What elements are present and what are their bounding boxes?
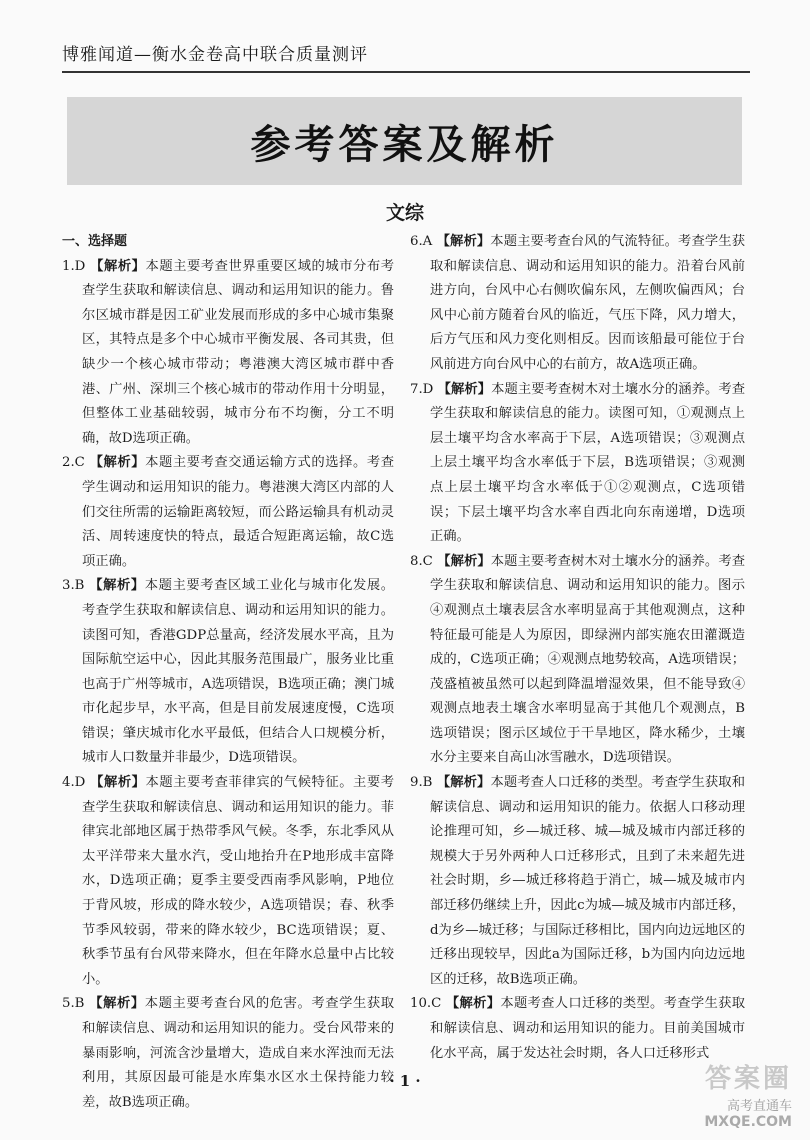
answer-item bbox=[410, 550, 745, 771]
analysis-tag: 【解析】 bbox=[436, 775, 491, 791]
answer-number: 1.D bbox=[62, 258, 86, 274]
analysis-tag: 【解析】 bbox=[445, 996, 501, 1012]
answer-explanation: 本题主要考查台风的气流特征。考查学生获取和解读信息、调动和运用知识的能力。沿着台风前进方向，台风中心右侧吹偏东风，左侧吹偏西风；台风中心前方随着台风的临近，气压下降，风力增大，后方气压和风力变化则相反。因而该船最可能位于台风前进方向台风中心的右前方，故A选项正确。 bbox=[430, 234, 746, 372]
analysis-tag: 【解析】 bbox=[89, 455, 146, 471]
watermark-logo: 答案圈 bbox=[704, 1064, 792, 1094]
answer-explanation: 本题主要考查交通运输方式的选择。考查学生调动和运用知识的能力。粤港澳大湾区内部的人们交往所需的运输距离较短，而公路运输具有机动灵活、周转速度快的特点，最适合短距离运输，故C选项正确。 bbox=[82, 455, 395, 569]
watermark bbox=[704, 1058, 792, 1130]
watermark-url: MXQE.COM bbox=[704, 1114, 792, 1130]
answer-item bbox=[62, 771, 394, 992]
watermark-site: 高考直通车 bbox=[726, 1099, 792, 1114]
answer-number: 8.C bbox=[410, 553, 433, 569]
page-number: · 1 · bbox=[389, 1072, 421, 1090]
answer-explanation: 本题考查人口迁移的类型。考查学生获取和解读信息、调动和运用知识的能力。目前美国城市化水平高，属于发达社会时期，各人口迁移形式 bbox=[430, 996, 746, 1061]
answer-list-right bbox=[410, 230, 745, 1066]
answer-number: 4.D bbox=[62, 775, 86, 791]
right-column bbox=[410, 230, 745, 1066]
answer-item bbox=[410, 378, 745, 550]
answer-explanation: 本题主要考查菲律宾的气候特征。主要考查学生获取和解读信息、调动和运用知识的能力。菲律宾北部地区属于热带季风气候。冬季，东北季风从太平洋带来大量水汽，受山地抬升在P地形成丰富降水，D选项正确；夏季主要受西南季风影响，P地位于背风坡，形成的降水较少，A选项错误；春、秋季节季风较弱，带来的降水较少，BC选项错误；夏、秋季节虽有台风带来降水，但在年降水总量中占比较小。 bbox=[82, 775, 395, 987]
answer-explanation: 本题主要考查区域工业化与城市化发展。考查学生获取和解读信息、调动和运用知识的能力。读图可知，香港GDP总量高，经济发展水平高，且为国际航空运中心，因此其服务范围最广，服务业比重也高于广州等城市，A选项错误，B选项正确；澳门城市化起步早，水平高，但是目前发展速度慢，C选项错误；肇庆城市化水平最低，但结合人口规模分析，城市人口数量并非最少，D选项错误。 bbox=[82, 578, 395, 766]
answer-explanation: 本题主要考查台风的危害。考查学生获取和解读信息、调动和运用知识的能力。受台风带来的暴雨影响，河流含沙量增大，造成自来水浑浊而无法利用，其原因最可能是水库集水区水土保持能力较差，故B选项正确。 bbox=[82, 996, 395, 1110]
answer-explanation: 本题主要考查世界重要区域的城市分布考查学生获取和解读信息、调动和运用知识的能力。鲁尔区城市群是因工矿业发展而形成的多中心城市集聚区，其特点是多个中心城市平衡发展、各司其贵，但缺少一个核心城市带动；粤港澳大湾区城市群中香港、广州、深圳三个核心城市的带动作用十分明显，但整体工业基础较弱，城市分布不均衡，分工不明确，故D选项正确。 bbox=[82, 258, 395, 446]
page-title: 参考答案及解析 bbox=[250, 121, 559, 168]
answer-number: 5.B bbox=[62, 996, 85, 1012]
answer-number: 10.C bbox=[410, 996, 442, 1012]
analysis-tag: 【解析】 bbox=[89, 578, 145, 594]
answer-item bbox=[62, 992, 394, 1115]
analysis-tag: 【解析】 bbox=[437, 381, 492, 397]
answer-number: 9.B bbox=[410, 775, 433, 791]
answer-explanation: 本题主要考查树木对土壤水分的涵养。考查学生获取和解读信息、调动和运用知识的能力。图示④观测点土壤表层含水率明显高于其他观测点，这种特征最可能是人为原因，即绿洲内部实施农田灌溉造成的，C选项正确；④观测点地势较高，A选项错误；茂盛植被虽然可以起到降温增湿效果，但不能导致④观测点地表土壤含水率明显高于其他几个观测点，B选项错误；图示区域位于干旱地区，降水稀少，土壤水分主要来自高山冰雪融水，D选项错误。 bbox=[430, 553, 746, 766]
answer-number: 3.B bbox=[62, 578, 85, 594]
analysis-tag: 【解析】 bbox=[90, 258, 146, 274]
answer-item bbox=[62, 255, 394, 452]
header-divider bbox=[62, 71, 750, 73]
answer-number: 2.C bbox=[62, 455, 85, 471]
answer-explanation: 本题主要考查树木对土壤水分的涵养。考查学生获取和解读信息的能力。读图可知，①观测点上层土壤平均含水率高于下层，A选项错误；③观测点上层土壤平均含水率低于下层，B选项错误；③观测点上层土壤平均含水率低于①②观测点，C选项错误；下层土壤平均含水率自西北向东南递增，D选项正确。 bbox=[430, 381, 746, 545]
answer-item bbox=[62, 451, 394, 574]
answer-item bbox=[62, 574, 394, 771]
analysis-tag: 【解析】 bbox=[437, 553, 491, 569]
answer-number: 7.D bbox=[410, 381, 434, 397]
analysis-tag: 【解析】 bbox=[89, 996, 145, 1012]
header-title: 博雅闻道—衡水金卷高中联合质量测评 bbox=[62, 45, 368, 65]
analysis-tag: 【解析】 bbox=[436, 234, 491, 249]
answer-number: 6.A bbox=[410, 234, 433, 249]
answer-item bbox=[410, 230, 745, 378]
section-title: 一、选择题 bbox=[62, 234, 128, 249]
answer-item bbox=[410, 992, 745, 1066]
answer-explanation: 本题考查人口迁移的类型。考查学生获取和解读信息、调动和运用知识的能力。依据人口移动理论推理可知，乡—城迁移、城—城及城市内部迁移的规模大于另外两种人口迁移形式，且到了未来超先进社会时期，乡—城迁移将趋于消亡，城—城及城市内部迁移仍继续上升，因此c为城—城及城市内部迁移，d为乡—城迁移；与国际迁移相比，国内向边远地区的迁移出现较早，因此a为国际迁移，b为国内向边远地区的迁移，故B选项正确。 bbox=[430, 775, 746, 987]
analysis-tag: 【解析】 bbox=[90, 775, 146, 791]
left-column bbox=[62, 230, 394, 1115]
answer-item bbox=[410, 771, 745, 992]
title-banner bbox=[67, 97, 742, 185]
answer-list-left bbox=[62, 255, 394, 1116]
subject-heading: 文综 bbox=[385, 202, 424, 224]
